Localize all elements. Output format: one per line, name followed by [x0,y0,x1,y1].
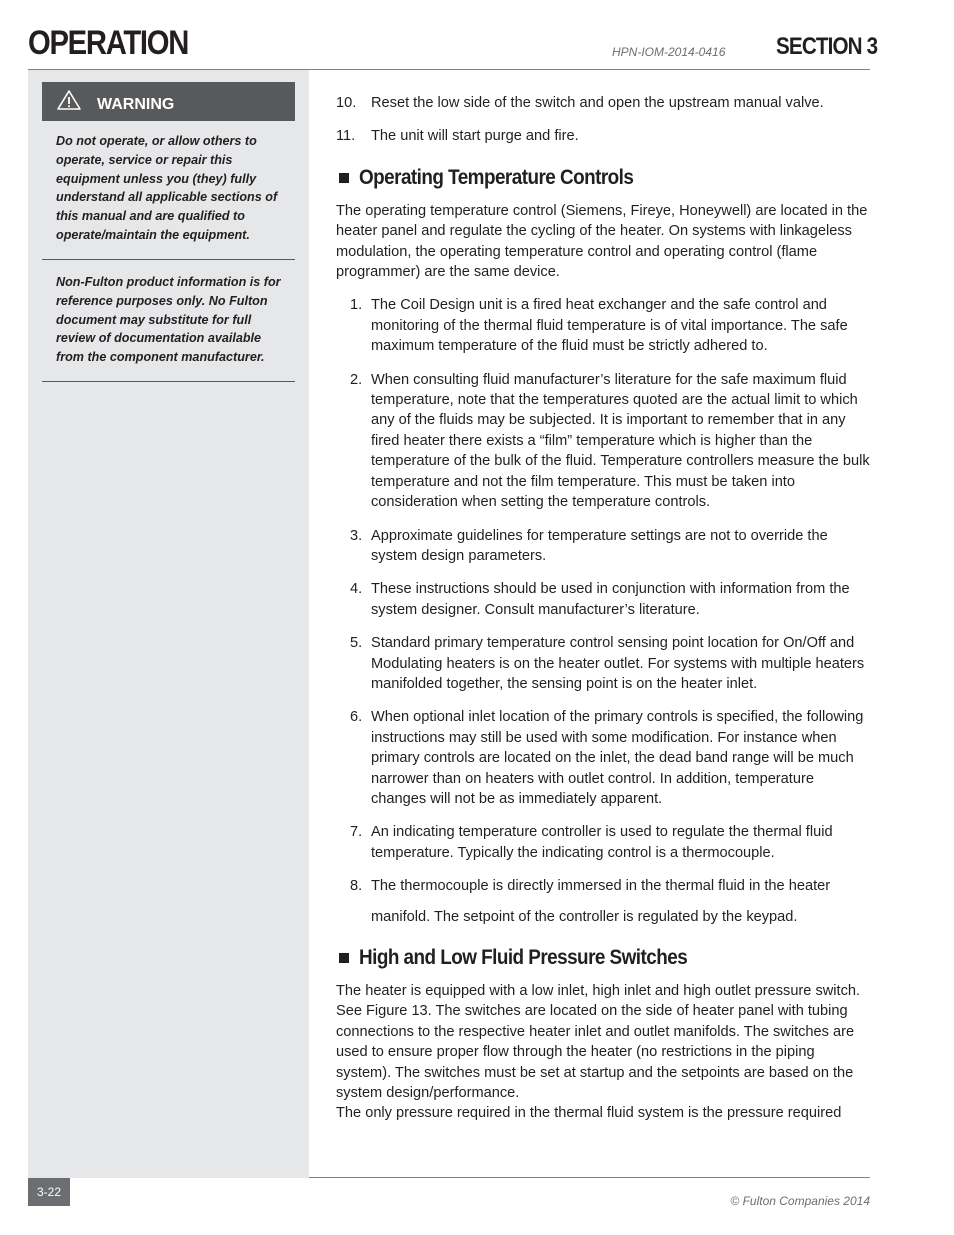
item-number: 2. [350,371,363,388]
item-text: Approximate guidelines for temperature settings are not to override the system design parameters. [371,527,828,564]
item-number: 4. [350,581,363,598]
item-text: When optional inlet location of the primary controls is specified, the following instructions may still be used with some modification. For instance when primary controls are located on the inlet, the dead band range will be much narrower than on heaters with outlet control. In addition, temperature changes will not be as immediately apparent. [371,709,864,807]
page-title: OPERATION [28,24,189,62]
warning-label: WARNING [97,96,175,113]
list-item [336,579,872,620]
main-content [336,93,872,1124]
section-heading [336,163,872,193]
section-label: SECTION 3 [776,33,878,60]
item-number: 8. [350,878,363,895]
step-text: Reset the low side of the switch and open the upstream manual valve. [371,95,824,111]
list-item [336,93,872,113]
sidebar-divider [42,381,295,382]
copyright-notice: © Fulton Companies 2014 [730,1194,870,1208]
sidebar-divider [42,259,295,260]
item-number: 5. [350,635,363,652]
paragraph: The heater is equipped with a low inlet, high inlet and high outlet pressure switch. See Figure 13. The switches are located on the side of heater panel with tubing connections to the respective heater inlet and outlet manifolds. The switches are used to ensure proper flow through the heater (no restrictions in the piping system). The switches must be set at startup and the setpoints are based on the system design/performance. [336,983,861,1102]
warning-text: Do not operate, or allow others to operate, service or repair this equipment unless you (they) fully understand all applicable sections of this manual and are qualified to operate/maintain the equipment. [56,134,278,242]
item-text: Standard primary temperature control sensing point location for On/Off and Modulating heaters is on the heater outlet. For systems with multiple heaters manifolded together, the sensing point is on the heater inlet. [371,635,865,692]
paragraph: The only pressure required in the thermal fluid system is the pressure required [336,1105,842,1122]
square-bullet-icon [339,173,349,183]
item-text: The thermocouple is directly immersed in the thermal fluid in the heater [371,878,831,895]
list-item [336,633,872,694]
item-text: The Coil Design unit is a fired heat exchanger and the safe control and monitoring of the thermal fluid temperature is of vital importance. The safe maximum temperature of the fluid must be strictly adhered to. [371,297,848,355]
step-text: The unit will start purge and fire. [371,128,579,145]
list-item [336,707,872,809]
heading-text: Operating Temperature Controls [359,165,634,189]
item-text: manifold. The setpoint of the controller is regulated by the keypad. [371,908,798,925]
heading-text: High and Low Fluid Pressure Switches [359,946,688,969]
list-item [336,822,872,863]
page-number: 3-22 [28,1178,70,1206]
item-text: These instructions should be used in conjunction with information from the system designer. Consult manufacturer’s literature. [371,581,850,618]
item-text: When consulting fluid manufacturer’s literature for the safe maximum fluid temperature, note that the temperatures quoted are the actual limit to which any of the fluids may be subjected. It is important to remember that in any fired heater there exists a “film” temperature which is higher than the temperature of the bulk of the fluid. Temperature controllers measure the bulk temperature and not the film temperature. This must be taken into consideration when setting the temperature controls. [371,371,870,511]
item-number: 1. [350,297,363,314]
document-id: HPN-IOM-2014-0416 [612,45,726,59]
numbered-list [336,295,872,927]
section-heading [336,943,872,973]
item-number: 3. [350,527,363,544]
step-number: 11. [336,128,356,145]
paragraph: The operating temperature control (Siemens, Fireye, Honeywell) are located in the heater panel and regulate the cycling of the heater. On systems with linkageless modulation, the operating temperature control and operating control (flame programmer) are the same device. [336,202,868,281]
list-item [336,126,872,146]
list-item [336,295,872,356]
footer-divider [309,1177,870,1178]
item-text: An indicating temperature controller is used to regulate the thermal fluid temperature. Typically the indicating control is a thermocouple. [371,824,833,861]
list-item [336,370,872,513]
disclaimer-text: Non-Fulton product information is for reference purposes only. No Fulton document may substitute for full review of documentation available from the component manufacturer. [56,275,281,365]
square-bullet-icon [339,953,349,963]
warning-triangle-icon [56,89,82,116]
list-item [336,876,872,927]
list-item [336,526,872,567]
step-number: 10. [336,95,357,111]
item-number: 7. [350,824,363,841]
warning-header [42,82,295,121]
item-number: 6. [350,709,363,726]
